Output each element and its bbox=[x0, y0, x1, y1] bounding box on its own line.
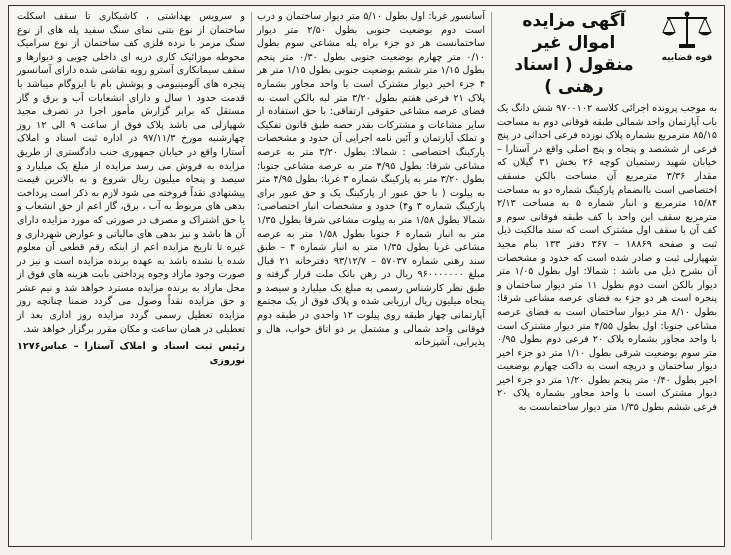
body-text-middle: آسانسور غربا: اول بطول ۵/۱۰ متر دیوار ساختمان و درب است دوم بوضعیت جنوبی بطول ۲/۵۰ متر دیوار ساختمانست هر دو جزء براه پله مشاعی سوم بطول ۰/۱۰ متر چهارم بوضعیت جنوبی بطول ۰/۳۰ متر پنجم بطول ۱/۱۵ متر ششم بوضعیت جنوبی بطول ۱/۱۵ متر هر ۴ جزء اخیر دیوار مشترک است با واحد مجاور بشماره پلاک ۲۱ فرعی هفتم بطول ۳/۲۰ متر لبه بالکن است به فضای عرصه مشاعی حقوقی ارتفاقی: با حق استفاده از سایر مشاعات و مشترکات بقدر حصه طبق قانون تفکیک و تملک آپارتمان و آئین نامه اجرایی آن حدود و مشخصات پارکینگ اختصاصی : شمالا: بطول ۳/۲۰ متر به عرصه مشاعی شرقا: بطول ۴/۹۵ متر به عرصه مشاعی جنوبا: بطول ۳/۲۰ متر به پارکینگ شماره ۳ غربا: بطول ۴/۹۵ متر به پیلوت ( با حق عبور از پارکینگ یک و حق عبور برای پارکینگ شماره ۳ و۴) حدود و مشخصات انبار اختصاصی: شمالا بطول ۱/۵۸ متر به پیلوت مشاعی شرقا بطول ۱/۳۵ متر به انبار شماره ۶ جنوبا بطول ۱/۵۸ متر به عرصه مشاعی غربا بطول ۱/۳۵ متر به انبار شماره ۴ – طبق سند رهنی شماره ۵۷۰۳۷ – ۹۳/۱۲/۷ دفترخانه ۲۱ قبال مبلغ ۹۶۰۰۰۰۰۰۰ ریال در رهن بانک ملت قرار گرفته و طبق نظر کارشناس رسمی به مبلغ یک میلیارد و سیصد و پنجاه میلیون ریال ارزیابی شده و پلاک فوق از یک مجتمع آپارتمانی چهار طبقه روی پیلوت ۱۲ واحدی در طبقه دوم فوقانی واحد شمالی و مشتمل بر دو اتاق خواب، هال و پذیرایی، آشپزخانه bbox=[257, 11, 486, 349]
emblem-caption: قوه قضاییه bbox=[661, 53, 713, 63]
column-left bbox=[13, 10, 249, 542]
signature: رئیس ثبت اسناد و املاک آستارا – عباس نوروزی bbox=[40, 341, 245, 366]
column-divider bbox=[491, 12, 492, 540]
scales-icon bbox=[661, 10, 713, 50]
column-middle bbox=[253, 10, 489, 542]
signature-line bbox=[17, 340, 245, 367]
judiciary-emblem bbox=[657, 10, 717, 66]
notice-title bbox=[497, 10, 651, 98]
notice-header bbox=[497, 10, 717, 98]
column-divider bbox=[251, 12, 252, 540]
column-right bbox=[493, 10, 721, 542]
auction-notice bbox=[8, 5, 725, 547]
title-line-2: منقول ( اسناد رهنی ) bbox=[514, 55, 634, 97]
body-text-right: به موجب پرونده اجرائی کلاسه ۹۷۰۰۱۰۲ شش دانگ یک باب آپارتمان واحد شمالی طبقه فوقانی دوم به مساحت ۸۵/۱۵ مترمربع بشماره پلاک نوزده فرعی احداثی در پنج فرعی از ششصد و پنجاه و پنج اصلی واقع در آستارا – خیابان شهید رستمیان کوچه ۲۶ بخش ۳۱ گیلان که مقدار ۳/۳۶ مترمربع آن مساحت بالکن مسقف اختصاصی است باانضمام پارکینگ شماره دو به مساحت ۱۵/۸۴ مترمربع و انبار شماره ۵ به مساحت ۲/۱۳ مترمربع سقف این واحد با کف طبقه فوقانی سوم و کف آن با سقف اول مشترک است که سند مالکیت ذیل ثبت و صفحه ۱۸۸۶۹ – ۳۶۷ دفتر ۱۳۳ بنام مجید شهپازلی ثبت و صادر شده است که حدود و مشخصات آن بشرح ذیل می باشد : شمالا: اول بطول ۱/۰۵ متر دیوار بالکن است دوم بطول ۱۱ متر دیوار ساختمان و پنجره است هر دو جزء به فضای عرصه مشاعی شرقا: بطول ۸/۱۰ متر دیوار ساختمان است به فضای عرصه مشاعی جنوبا: اول بطول ۴/۵۵ متر دیوار مشترک است با واحد مجاور بشماره پلاک ۲۰ فرعی دوم بطول ۰/۹۵ متر سوم بوضعیت شرقی بطول ۱/۱۰ متر دو جزء اخیر دیوار ساختمان و دریچه است به داکت چهارم بوضعیت اخیر بطول ۰/۴۰ متر پنجم بطول ۱/۲۰ متر دو جزء اخیر دیوار مشترک است با واحد مجاور بشماره پلاک ۲۰ فرعی ششم بطول ۱/۳۵ متر دیوار ساختمانست به bbox=[497, 103, 718, 414]
reference-number: ۱۲۷۶ bbox=[17, 341, 41, 353]
body-text-left: و سرویس بهداشتی ، کاشیکاری تا سقف اسکلت ساختمان از نوع بتنی نمای سنگ سفید پله های از نوع سنگ مرمر با نرده فلزی کف ساختمان از نوع سرامیک محوطه موزائیک کاری دربه ای داخلی چوبی و دیوارها و سقف سیمانکاری آسترو رویه نقاشی شده دارای آسانسور پنجره های آلومینیومی و پوشش بام با ایزوگام میباشد با قدمت حدود ۱ سال و دارای انشعابات آب و برق و گاز مستقل که برابر گزارش مأمور اجرا در تصرف مجید شهپازلی می باشد پلاک فوق از ساعت ۹ الی ۱۲ روز چهارشنبه مورخ ۹۷/۱۱/۳ در اداره ثبت اسناد و املاک آستارا واقع در خیابان جمهوری جنب دادگستری از طریق مزایده به فروش می رسد مزایده از مبلغ یک میلیارد و سیصد و پنجاه میلیون ریال شروع و به بالاترین قیمت پیشنهادی نقداً فروخته می شود لازم به ذکر است پرداخت بدهی های مربوط به آب ، برق، گاز اعم از حق انشعاب و یا حق اشتراک و مصرف در صورتی که مورد مزایده دارای آن ها باشد و نیز بدهی های مالیاتی و عوارض شهرداری و غیره تا تاریخ مزایده اعم از اینکه رقم قطعی آن معلوم شده یا نشده باشد به عهده برنده مزایده است و نیز در صورت وجود مازاد وجوه پرداختی بابت هزینه های فوق از محل مازاد به برنده مزایده مسترد خواهد شد و نیم عشر و حق مزایده نقداً وصول می گردد ضمنا چنانچه روز مزایده تعطیل رسمی گردد مزایده روز اداری بعد از تعطیلی در همان ساعت و مکان مقرر برگزار خواهد شد. bbox=[17, 11, 246, 335]
title-line-1: آگهی مزایده اموال غیر bbox=[522, 11, 626, 53]
